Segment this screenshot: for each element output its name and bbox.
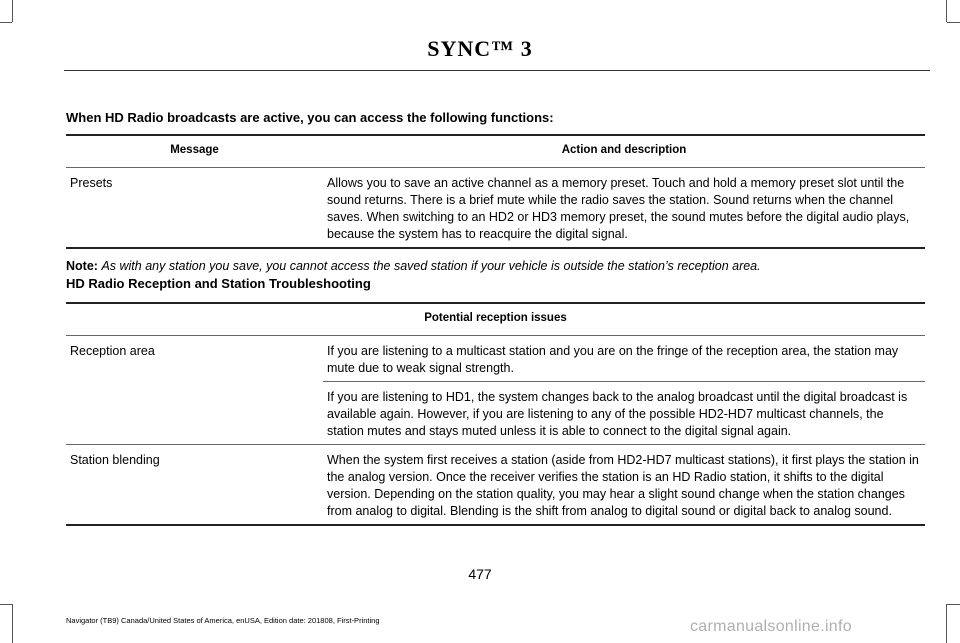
column-header-issues: Potential reception issues	[424, 312, 567, 324]
cell-message: Presets	[70, 176, 113, 190]
cell-issue: Reception area	[70, 344, 155, 358]
crop-mark	[947, 22, 960, 23]
cell-description: When the system first receives a station (aside from HD2-HD7 multicast stations), it first plays the station in the analog version. Once the receiver verifies the station is an HD Radio station, it shifts to the digital version. Depending on the station quality, you may hear a slight sound change when the station changes from analog to digital. Blending is the shift from analog to digital sound or digital back to analog sound.	[327, 453, 919, 518]
cell-issue: Station blending	[70, 453, 160, 467]
cell-description: Allows you to save an active channel as a memory preset. Touch and hold a memory preset slot until the sound returns. There is a brief mute while the radio saves the station. Sound returns when the channel saves. When switching to an HD2 or HD3 memory preset, the sound mutes before the digital audio plays, because the system has to reacquire the digital signal.	[327, 176, 910, 241]
page-number: 477	[468, 566, 492, 582]
table-row	[66, 168, 925, 249]
section-subheading: HD Radio Reception and Station Troubleshooting	[66, 276, 371, 291]
header-divider	[64, 70, 930, 71]
column-header-action: Action and description	[561, 144, 687, 156]
column-header-message: Message	[170, 144, 219, 156]
footer-edition-text: Navigator (TB9) Canada/United States of America, enUSA, Edition date: 201808, First-Printing	[66, 616, 380, 625]
watermark: carmanualsonline.info	[690, 618, 852, 635]
table-header-row	[66, 135, 925, 168]
hd-radio-functions-table	[66, 134, 925, 249]
crop-mark	[946, 0, 947, 22]
cell-issue	[66, 382, 323, 445]
note-text: As with any station you save, you cannot access the saved station if your vehicle is outside the station’s reception area.	[101, 259, 761, 273]
crop-mark	[12, 0, 13, 22]
note	[66, 259, 761, 273]
note-label: Note:	[66, 259, 98, 273]
crop-mark	[12, 604, 13, 643]
page-header-title: SYNC™ 3	[427, 36, 533, 61]
table-row	[66, 336, 925, 382]
crop-mark	[0, 604, 12, 605]
cell-description: If you are listening to HD1, the system changes back to the analog broadcast until the digital broadcast is available again. However, if you are listening to any of the possible HD2-HD7 multicast channels, the station mutes and stays muted unless it is able to connect to the digital signal again.	[327, 390, 908, 438]
table-row	[66, 445, 925, 526]
crop-mark	[0, 22, 12, 23]
cell-description: If you are listening to a multicast station and you are on the fringe of the reception area, the station may mute due to weak signal strength.	[323, 336, 925, 382]
intro-text: When HD Radio broadcasts are active, you can access the following functions:	[66, 110, 554, 125]
table-header-row	[66, 303, 925, 336]
crop-mark	[947, 604, 960, 605]
table-row	[66, 382, 925, 445]
crop-mark	[946, 604, 947, 643]
reception-issues-table	[66, 302, 925, 526]
